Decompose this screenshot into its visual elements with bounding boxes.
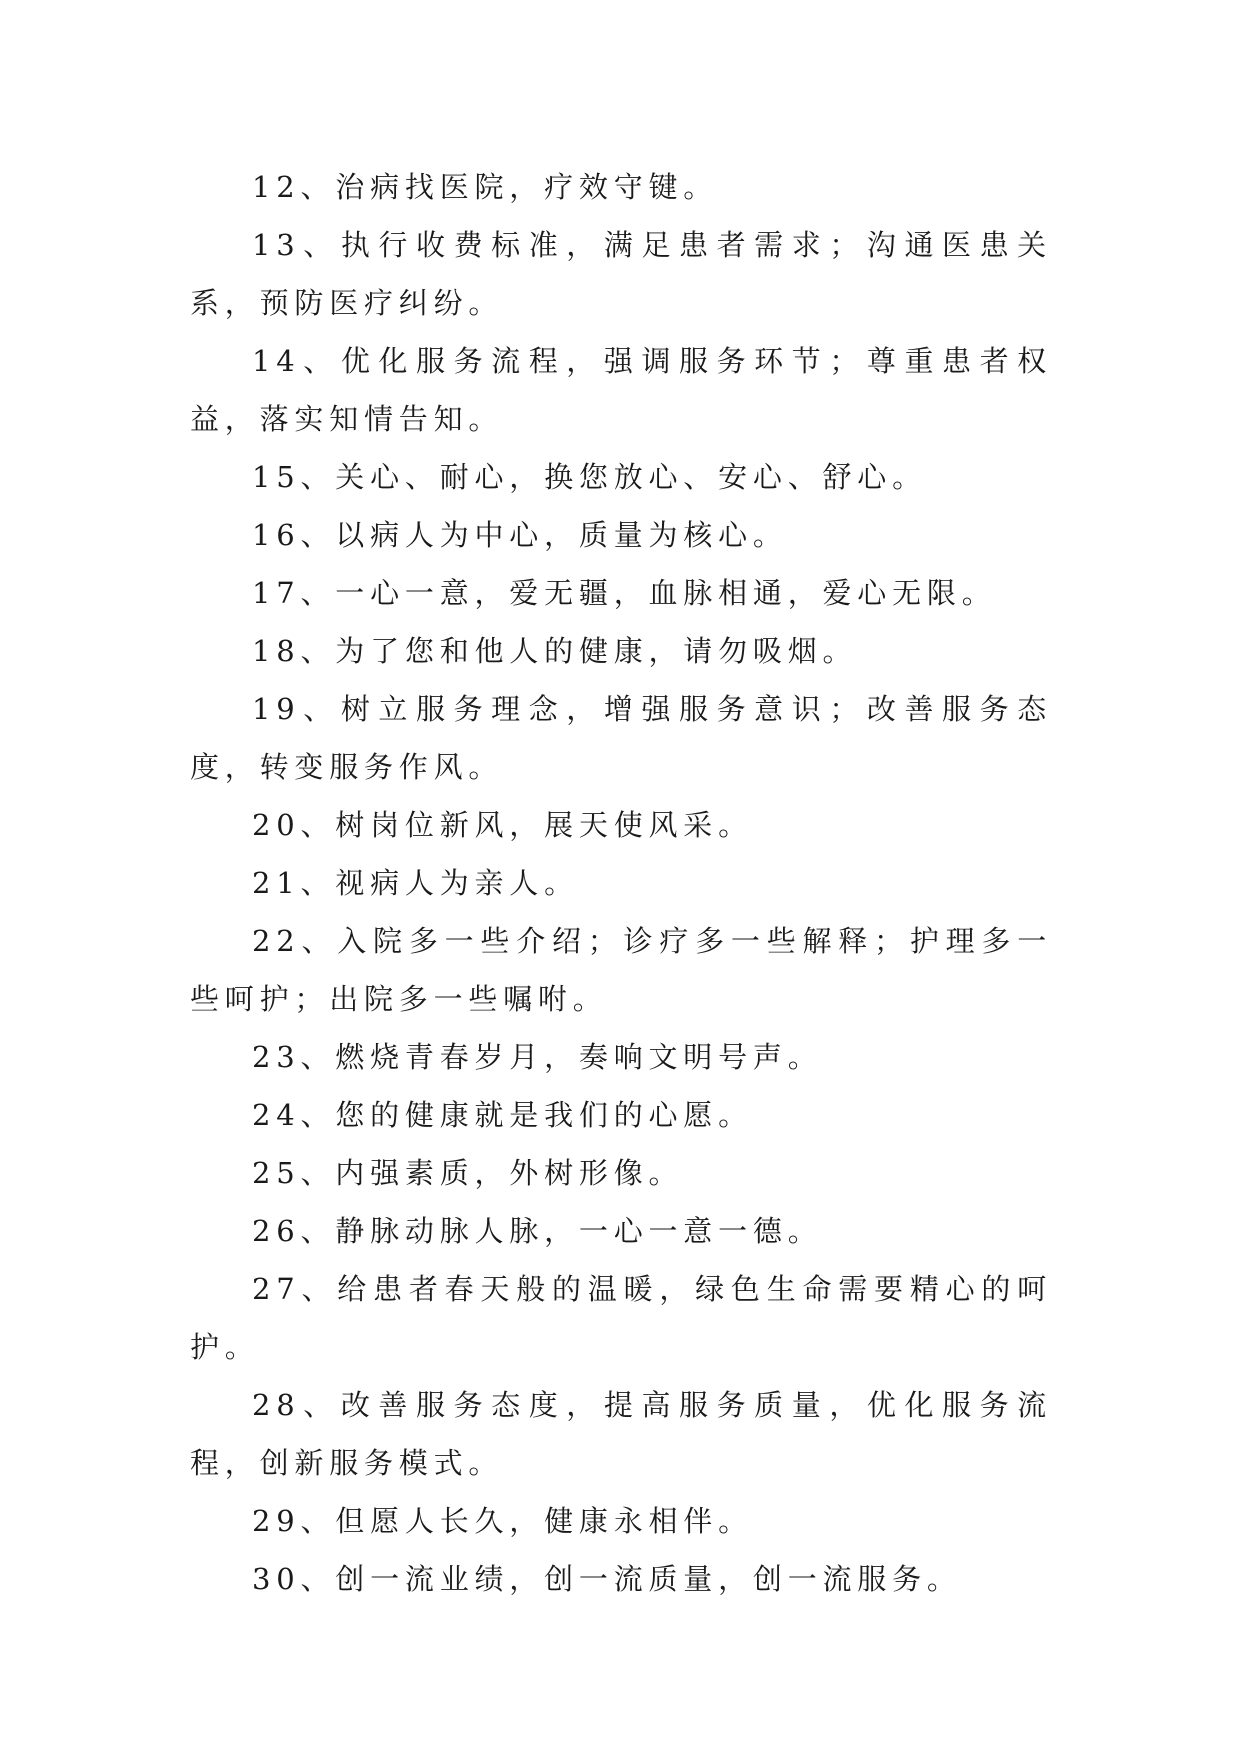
list-item: 27、给患者春天般的温暖，绿色生命需要精心的呵护。 xyxy=(190,1272,1052,1364)
list-item: 18、为了您和他人的健康，请勿吸烟。 xyxy=(252,634,858,668)
list-item: 25、内强素质，外树形像。 xyxy=(252,1156,684,1190)
list-item: 28、改善服务态度，提高服务质量，优化服务流程，创新服务模式。 xyxy=(190,1388,1052,1480)
list-item: 26、静脉动脉人脉，一心一意一德。 xyxy=(252,1214,823,1248)
list-item: 24、您的健康就是我们的心愿。 xyxy=(252,1098,753,1132)
list-item: 30、创一流业绩，创一流质量，创一流服务。 xyxy=(252,1562,962,1596)
list-item: 17、一心一意，爱无疆，血脉相通，爱心无限。 xyxy=(252,576,997,610)
list-item: 22、入院多一些介绍；诊疗多一些解释；护理多一些呵护；出院多一些嘱咐。 xyxy=(190,924,1052,1016)
list-item: 13、执行收费标准，满足患者需求；沟通医患关系，预防医疗纠纷。 xyxy=(190,228,1052,320)
list-item: 23、燃烧青春岁月，奏响文明号声。 xyxy=(252,1040,823,1074)
list-item: 15、关心、耐心，换您放心、安心、舒心。 xyxy=(252,460,927,494)
list-item: 20、树岗位新风，展天使风采。 xyxy=(252,808,753,842)
slogan-list xyxy=(190,158,1052,1608)
list-item: 14、优化服务流程，强调服务环节；尊重患者权益，落实知情告知。 xyxy=(190,344,1052,436)
list-item: 19、树立服务理念，增强服务意识；改善服务态度，转变服务作风。 xyxy=(190,692,1052,784)
list-item: 16、以病人为中心，质量为核心。 xyxy=(252,518,788,552)
list-item: 12、治病找医院，疗效守键。 xyxy=(252,170,719,204)
list-item: 21、视病人为亲人。 xyxy=(252,866,579,900)
list-item: 29、但愿人长久，健康永相伴。 xyxy=(252,1504,753,1538)
